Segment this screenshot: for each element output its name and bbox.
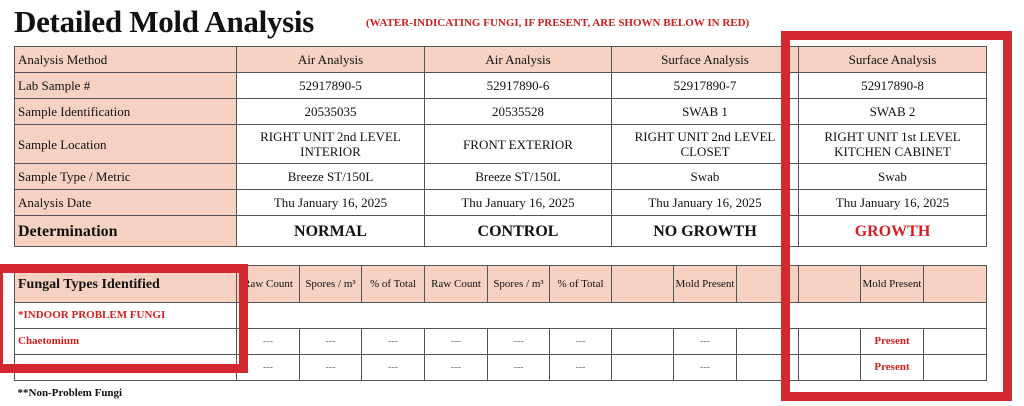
legend-note: (WATER-INDICATING FUNGI, IF PRESENT, ARE SHOWN BELOW IN RED): [366, 17, 750, 29]
dash-cell: ---: [362, 329, 425, 355]
cell-date-4: Thu January 16, 2025: [799, 190, 987, 216]
row-label: Sample Location: [15, 125, 237, 164]
col-raw-count: Raw Count: [425, 266, 488, 303]
col-raw-count: Raw Count: [237, 266, 300, 303]
dash-cell: ---: [237, 329, 300, 355]
cell-date-2: Thu January 16, 2025: [425, 190, 612, 216]
cell-determination-3: NO GROWTH: [612, 216, 799, 247]
cell-ident-1: 20535035: [237, 99, 425, 125]
row-label: Sample Type / Metric: [15, 164, 237, 190]
cell-type-2: Breeze ST/150L: [425, 164, 612, 190]
cell-ident-3: SWAB 1: [612, 99, 799, 125]
cell-determination-2: CONTROL: [425, 216, 612, 247]
cell-method-4: Surface Analysis: [799, 47, 987, 73]
dash-cell: ---: [300, 355, 362, 381]
col-pct-total: % of Total: [362, 266, 425, 303]
cell-method-2: Air Analysis: [425, 47, 612, 73]
dash-cell: ---: [425, 355, 488, 381]
dash-cell: ---: [362, 355, 425, 381]
cell-method-3: Surface Analysis: [612, 47, 799, 73]
cell-type-1: Breeze ST/150L: [237, 164, 425, 190]
highlight-box-left: [0, 264, 248, 373]
row-label: Analysis Method: [15, 47, 237, 73]
cell-determination-1: NORMAL: [237, 216, 425, 247]
cell-determination-4: GROWTH: [799, 216, 987, 247]
dash-cell: ---: [550, 329, 612, 355]
indoor-problem-label: *INDOOR PROBLEM FUNGI: [15, 303, 237, 329]
cell-method-1: Air Analysis: [237, 47, 425, 73]
empty-cell: [612, 329, 674, 355]
cell-type-4: Swab: [799, 164, 987, 190]
cell-location-1: RIGHT UNIT 2nd LEVEL INTERIOR: [237, 125, 425, 164]
dash-cell: ---: [550, 355, 612, 381]
cell-ident-2: 20535528: [425, 99, 612, 125]
cell-lab-4: 52917890-8: [799, 73, 987, 99]
dash-cell: ---: [488, 329, 550, 355]
dash-cell: ---: [237, 355, 300, 381]
cell-lab-3: 52917890-7: [612, 73, 799, 99]
row-label: Analysis Date: [15, 190, 237, 216]
page-title: Detailed Mold Analysis: [14, 4, 314, 39]
row-label: Sample Identification: [15, 99, 237, 125]
dash-cell: ---: [674, 329, 737, 355]
present-cell: Present: [861, 329, 924, 355]
dash-cell: ---: [488, 355, 550, 381]
row-label: Determination: [15, 216, 237, 247]
fungus-name: Chaetomium: [15, 329, 237, 355]
non-problem-label: **Non-Problem Fungi: [17, 386, 123, 399]
col-mold-present: Mold Present: [674, 266, 737, 303]
cell-date-1: Thu January 16, 2025: [237, 190, 425, 216]
cell-location-2: FRONT EXTERIOR: [425, 125, 612, 164]
highlight-box-right: [781, 31, 1012, 401]
row-label: Lab Sample #: [15, 73, 237, 99]
dash-cell: ---: [425, 329, 488, 355]
empty-cell: [612, 355, 674, 381]
cell-ident-4: SWAB 2: [799, 99, 987, 125]
present-cell: Present: [861, 355, 924, 381]
dash-cell: ---: [674, 355, 737, 381]
col-pct-total: % of Total: [550, 266, 612, 303]
col-mold-present: Mold Present: [861, 266, 924, 303]
cell-location-3: RIGHT UNIT 2nd LEVEL CLOSET: [612, 125, 799, 164]
cell-lab-2: 52917890-6: [425, 73, 612, 99]
fungal-types-header: Fungal Types Identified: [15, 266, 237, 303]
col-spores: Spores / m³: [488, 266, 550, 303]
col-spores: Spores / m³: [300, 266, 362, 303]
cell-location-4: RIGHT UNIT 1st LEVEL KITCHEN CABINET: [799, 125, 987, 164]
cell-lab-1: 52917890-5: [237, 73, 425, 99]
dash-cell: ---: [300, 329, 362, 355]
cell-date-3: Thu January 16, 2025: [612, 190, 799, 216]
col-empty: [612, 266, 674, 303]
cell-type-3: Swab: [612, 164, 799, 190]
